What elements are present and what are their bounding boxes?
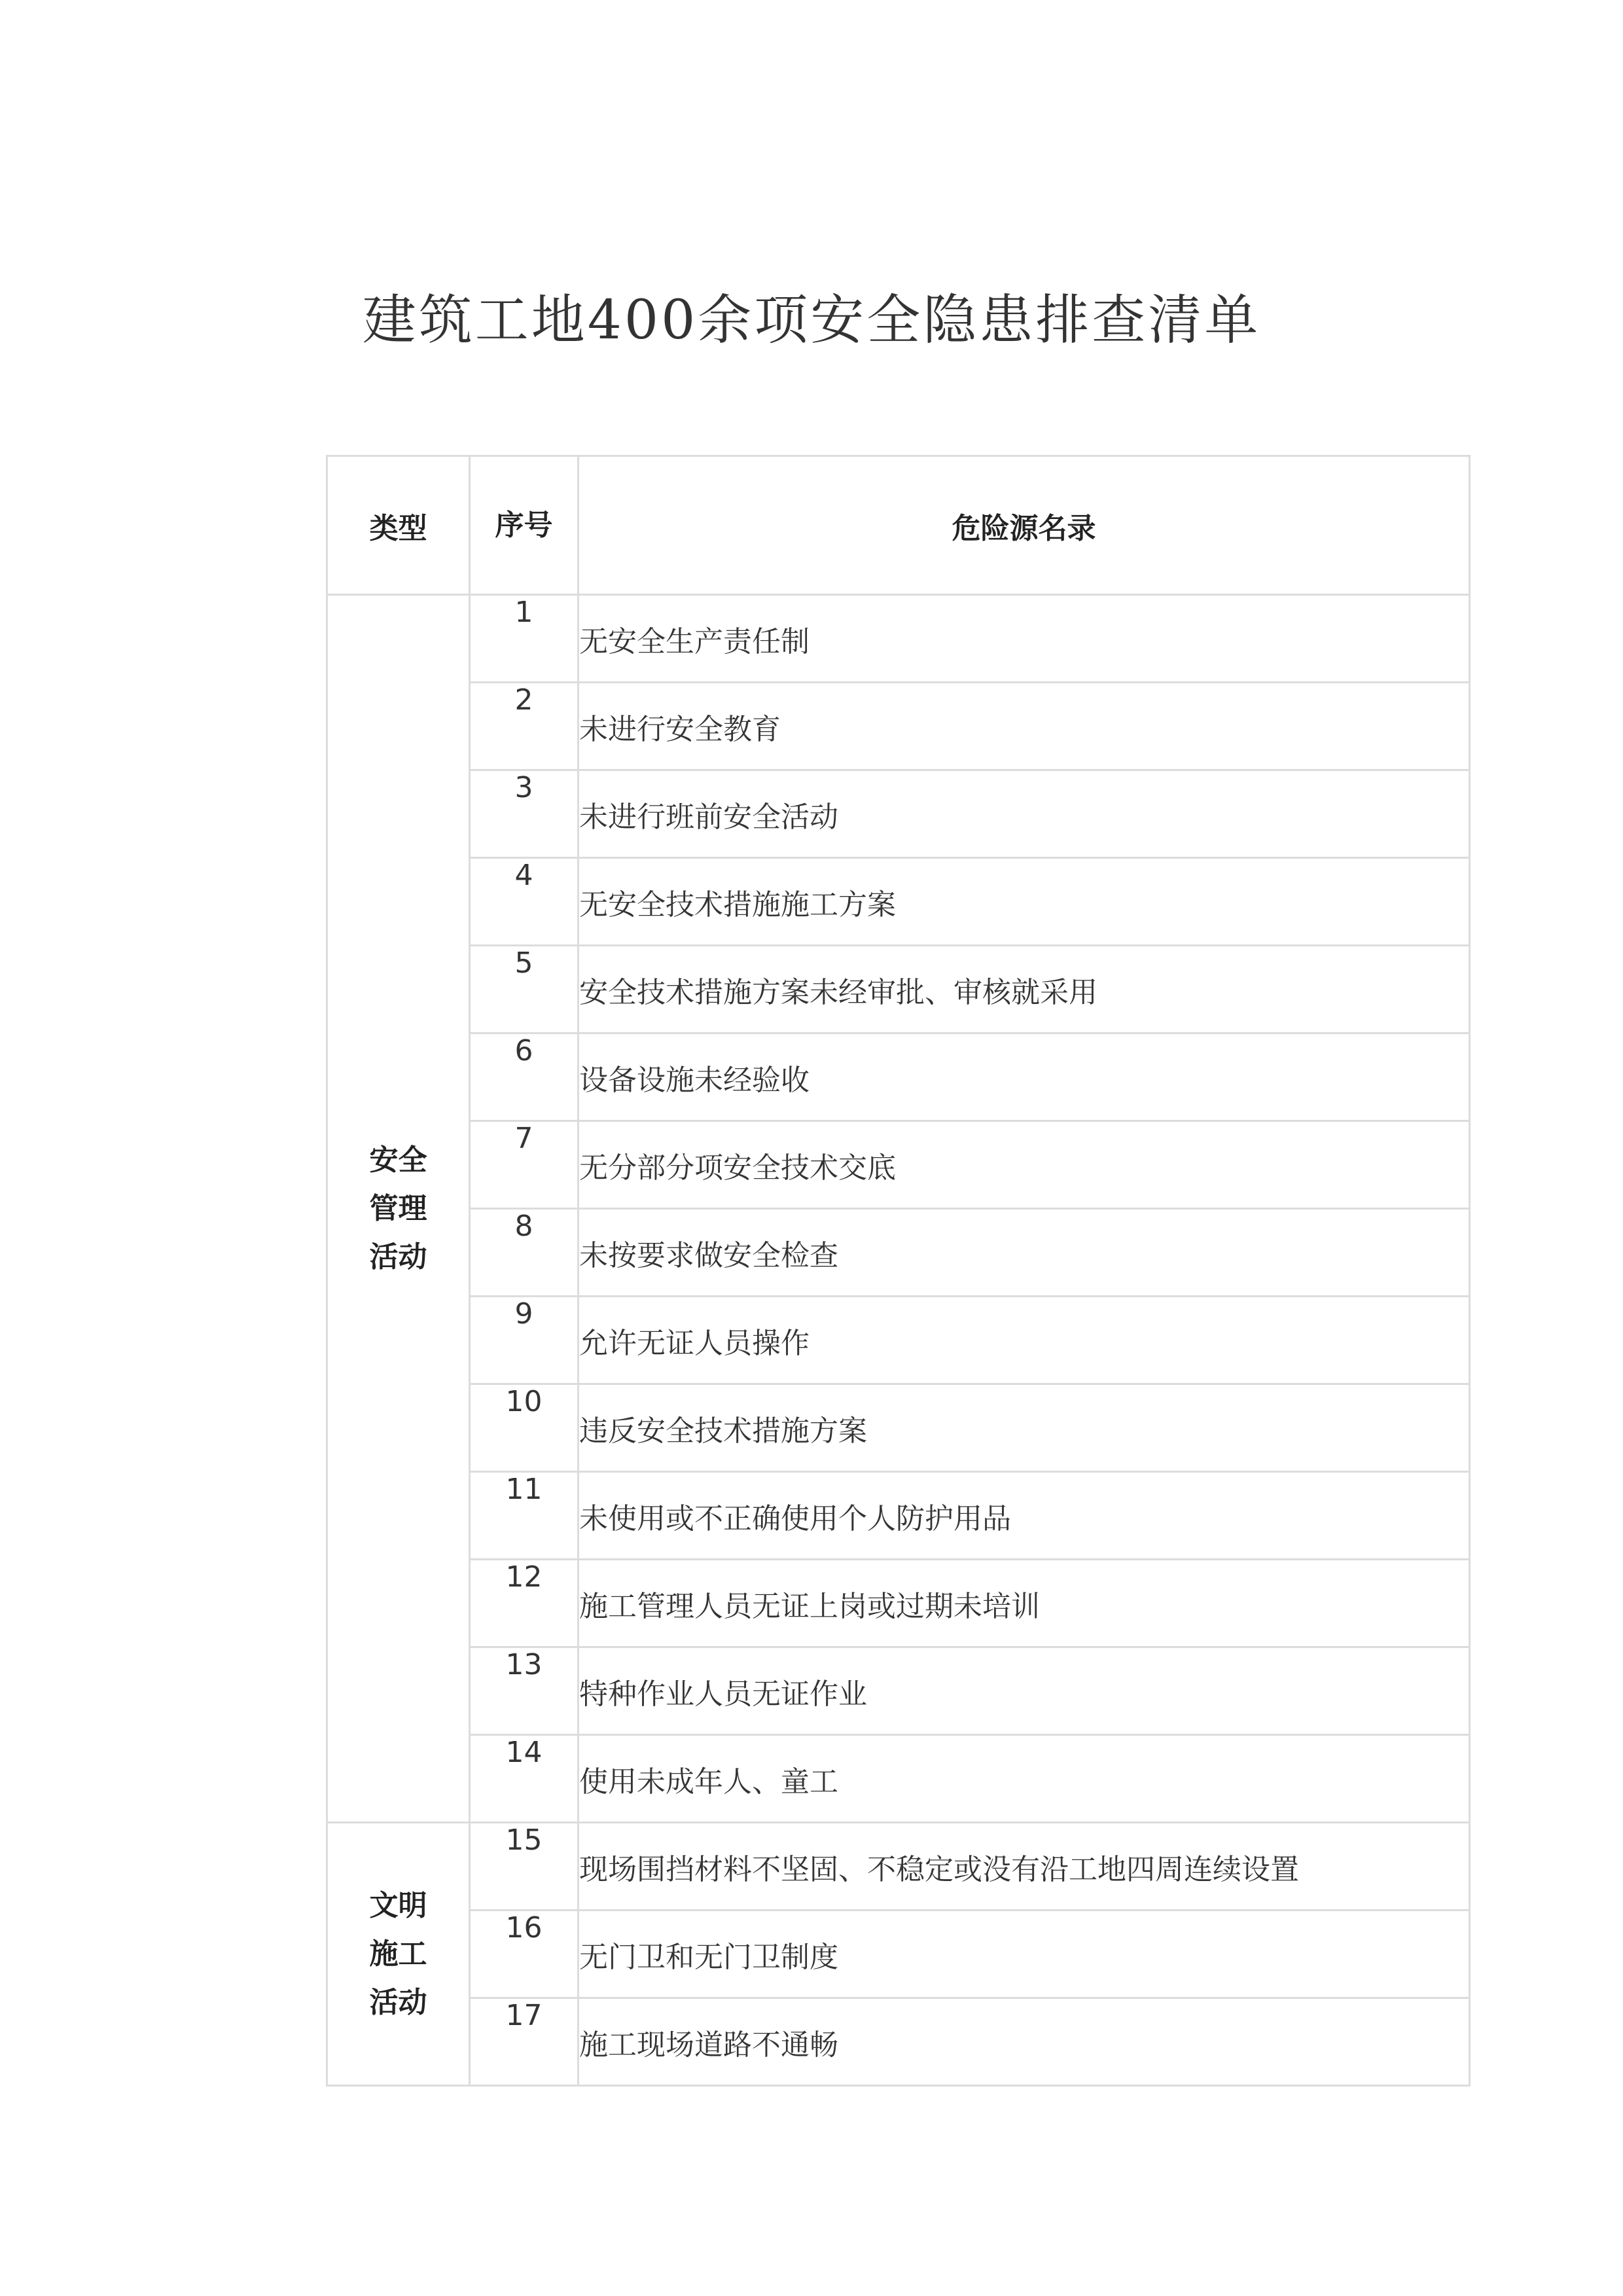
category-label-line: 安全	[369, 1143, 427, 1177]
hazard-name-cell: 未使用或不正确使用个人防护用品	[579, 1472, 1470, 1560]
row-number-cell: 6	[470, 1033, 579, 1121]
table-row	[327, 1998, 1470, 2086]
header-hazard-name: 危险源名录	[579, 456, 1470, 595]
hazard-name-cell: 施工现场道路不通畅	[579, 1998, 1470, 2086]
hazard-name-cell: 违反安全技术措施方案	[579, 1384, 1470, 1472]
hazard-checklist-table	[326, 455, 1471, 2087]
row-number-cell: 8	[470, 1209, 579, 1297]
row-number-cell: 5	[470, 946, 579, 1033]
row-number-cell: 10	[470, 1384, 579, 1472]
row-number-cell: 13	[470, 1647, 579, 1735]
table-row	[327, 770, 1470, 858]
category-label-line: 施工	[369, 1937, 427, 1971]
page-title: 建筑工地400余项安全隐患排查清单	[362, 289, 1261, 351]
header-type: 类型	[327, 456, 470, 595]
table-row	[327, 1033, 1470, 1121]
hazard-name-cell: 现场围挡材料不坚固、不稳定或没有沿工地四周连续设置	[579, 1823, 1470, 1910]
category-cell	[327, 1823, 470, 2086]
category-cell	[327, 595, 470, 1823]
header-number: 序号	[470, 456, 579, 595]
table-row	[327, 1209, 1470, 1297]
row-number-cell: 15	[470, 1823, 579, 1910]
table-row	[327, 1297, 1470, 1384]
hazard-name-cell: 设备设施未经验收	[579, 1033, 1470, 1121]
table-header-row	[327, 456, 1470, 595]
table-body	[327, 595, 1470, 2086]
table-row	[327, 683, 1470, 770]
hazard-name-cell: 未进行安全教育	[579, 683, 1470, 770]
row-number-cell: 2	[470, 683, 579, 770]
hazard-name-cell: 施工管理人员无证上岗或过期未培训	[579, 1560, 1470, 1647]
table-row	[327, 1823, 1470, 1910]
hazard-name-cell: 无安全生产责任制	[579, 595, 1470, 683]
category-label-line: 活动	[369, 1240, 427, 1274]
hazard-name-cell: 无门卫和无门卫制度	[579, 1910, 1470, 1998]
table-row	[327, 595, 1470, 683]
table-row	[327, 1910, 1470, 1998]
row-number-cell: 17	[470, 1998, 579, 2086]
category-label-line: 管理	[369, 1191, 427, 1225]
table-row	[327, 1121, 1470, 1209]
category-label-line: 活动	[369, 1985, 427, 2019]
hazard-name-cell: 未按要求做安全检查	[579, 1209, 1470, 1297]
table-row	[327, 1384, 1470, 1472]
category-label-line: 文明	[369, 1888, 427, 1922]
hazard-name-cell: 安全技术措施方案未经审批、审核就采用	[579, 946, 1470, 1033]
hazard-name-cell: 未进行班前安全活动	[579, 770, 1470, 858]
table-row	[327, 1647, 1470, 1735]
hazard-name-cell: 无安全技术措施施工方案	[579, 858, 1470, 946]
row-number-cell: 3	[470, 770, 579, 858]
row-number-cell: 16	[470, 1910, 579, 1998]
table-row	[327, 1735, 1470, 1823]
table-row	[327, 1560, 1470, 1647]
row-number-cell: 7	[470, 1121, 579, 1209]
hazard-name-cell: 无分部分项安全技术交底	[579, 1121, 1470, 1209]
row-number-cell: 1	[470, 595, 579, 683]
row-number-cell: 4	[470, 858, 579, 946]
row-number-cell: 9	[470, 1297, 579, 1384]
hazard-name-cell: 特种作业人员无证作业	[579, 1647, 1470, 1735]
row-number-cell: 11	[470, 1472, 579, 1560]
table-row	[327, 1472, 1470, 1560]
table-row	[327, 946, 1470, 1033]
hazard-name-cell: 使用未成年人、童工	[579, 1735, 1470, 1823]
row-number-cell: 12	[470, 1560, 579, 1647]
table-row	[327, 858, 1470, 946]
row-number-cell: 14	[470, 1735, 579, 1823]
hazard-name-cell: 允许无证人员操作	[579, 1297, 1470, 1384]
